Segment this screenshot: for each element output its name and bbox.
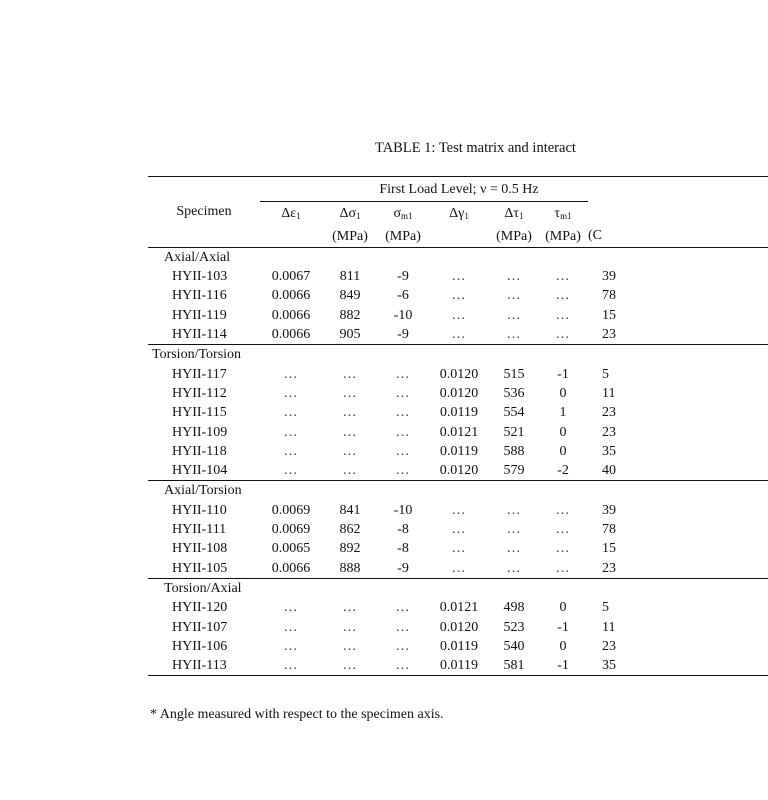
column-symbol: Δε (281, 206, 297, 222)
specimen-header: Specimen (148, 177, 260, 248)
table-cell: -9 (397, 269, 409, 285)
table-cell: … (342, 424, 358, 440)
column-unit: (MPa) (545, 228, 581, 244)
group-row (148, 247, 768, 267)
table-cell: 35 (588, 656, 768, 676)
table-cell: … (283, 443, 299, 459)
table-cell: 0.0067 (271, 269, 311, 285)
table-cell: … (506, 269, 522, 285)
table-cell: … (378, 461, 428, 481)
group-row (148, 578, 768, 598)
table-cell: … (506, 502, 522, 518)
table-cell: 0 (559, 600, 567, 616)
table-cell: 0.0066 (260, 559, 322, 579)
table-cell: 888 (322, 559, 378, 579)
table-cell: 0.0066 (260, 325, 322, 345)
table-cell: 15 (602, 541, 616, 557)
table-cell: 0 (559, 424, 567, 440)
column-header (260, 202, 322, 248)
column-subscript: m1 (560, 211, 572, 222)
table-cell: 0.0121 (439, 600, 479, 616)
table-cell: … (395, 424, 411, 440)
table-cell: … (451, 269, 467, 285)
column-header (538, 202, 588, 248)
column-symbol: Δσ (339, 206, 357, 222)
table-row (148, 559, 768, 579)
table-cell: 536 (503, 385, 525, 401)
table-cell: -1 (557, 619, 569, 635)
column-symbol: Δτ (504, 206, 520, 222)
table-cell: -8 (397, 541, 409, 557)
table-cell: … (283, 424, 299, 440)
group-title: Axial/Torsion (164, 483, 242, 499)
column-symbol: τ (554, 206, 561, 222)
table-row (148, 598, 768, 617)
table-row (148, 461, 768, 481)
table-cell: 40 (588, 461, 768, 481)
column-unit: (C (588, 228, 602, 244)
table-row (148, 306, 768, 325)
specimen-id: HYII-110 (172, 502, 227, 518)
table-cell: 15 (602, 307, 616, 323)
table-cell: … (506, 288, 522, 304)
table-cell: -9 (378, 559, 428, 579)
table-row (148, 365, 768, 384)
table-cell: 5 (602, 366, 609, 382)
table-cell: 581 (490, 656, 538, 676)
table-cell: -10 (393, 502, 413, 518)
specimen-id: HYII-105 (148, 559, 260, 579)
table-row (148, 501, 768, 520)
table-cell: … (451, 522, 467, 538)
table-cell: -8 (397, 522, 409, 538)
table-cell: … (555, 541, 571, 557)
table-cell: 554 (503, 405, 525, 421)
table-cell: … (342, 600, 358, 616)
specimen-id: HYII-112 (172, 385, 227, 401)
table-cell: 811 (339, 269, 361, 285)
table-cell: 23 (602, 638, 616, 654)
specimen-id: HYII-106 (172, 638, 228, 654)
table-cell: … (555, 288, 571, 304)
table-cell: … (342, 443, 358, 459)
table-cell: 78 (602, 522, 616, 538)
table-cell: … (342, 366, 358, 382)
test-matrix-table (148, 176, 768, 676)
table-header (148, 177, 768, 248)
table-cell: -1 (538, 656, 588, 676)
load-level-header: First Load Level; ν = 0.5 Hz (379, 182, 539, 197)
table-cell: … (555, 502, 571, 518)
table-cell: 588 (503, 443, 525, 459)
column-subscript: 1 (519, 211, 524, 222)
table-cell: … (378, 656, 428, 676)
specimen-id: HYII-118 (172, 443, 227, 459)
table-cell: … (395, 366, 411, 382)
table-cell: 0.0065 (271, 541, 311, 557)
table-row (148, 286, 768, 305)
table-cell: … (260, 461, 322, 481)
column-header (378, 202, 428, 248)
table-cell: 0.0069 (271, 522, 311, 538)
table-cell: 0.0066 (271, 307, 311, 323)
table-cell: … (322, 461, 378, 481)
table-row (148, 384, 768, 403)
group-row (148, 345, 768, 365)
specimen-id: HYII-103 (172, 269, 228, 285)
table-cell: … (283, 366, 299, 382)
table-cell: … (451, 288, 467, 304)
specimen-id: HYII-116 (172, 288, 227, 304)
table-cell: … (342, 405, 358, 421)
column-header (428, 202, 490, 248)
table-cell: … (555, 269, 571, 285)
table-cell: 579 (490, 461, 538, 481)
table-row (148, 656, 768, 676)
table-cell: … (506, 522, 522, 538)
table-row (148, 325, 768, 345)
table-cell: … (555, 522, 571, 538)
table-cell: 39 (602, 269, 616, 285)
table-cell: … (428, 325, 490, 345)
column-unit: (MPa) (496, 228, 532, 244)
column-header (588, 202, 768, 248)
column-subscript: 1 (356, 211, 361, 222)
table-cell: … (395, 385, 411, 401)
table-cell: … (490, 325, 538, 345)
column-symbol: σ (393, 206, 402, 222)
table-cell: 0.0121 (439, 424, 479, 440)
table-cell: 0 (559, 638, 567, 654)
group-title: Torsion/Axial (164, 580, 242, 596)
specimen-id: HYII-111 (172, 522, 227, 538)
table-row (148, 539, 768, 558)
specimen-id: HYII-120 (172, 600, 228, 616)
table-row (148, 520, 768, 539)
column-symbol: Δγ (449, 206, 465, 222)
table-cell: … (395, 443, 411, 459)
table-row (148, 637, 768, 656)
specimen-id: HYII-117 (172, 366, 227, 382)
table-cell: … (538, 325, 588, 345)
column-subscript: m1 (401, 211, 413, 222)
table-cell: 0.0120 (428, 461, 490, 481)
table-cell: … (283, 600, 299, 616)
table-cell: 0.0119 (440, 638, 478, 654)
table-cell: … (260, 656, 322, 676)
table-cell: 11 (602, 619, 616, 635)
table-cell: … (342, 385, 358, 401)
table-cell: 39 (602, 502, 616, 518)
table-cell: -6 (397, 288, 409, 304)
table-cell: 23 (602, 424, 616, 440)
table-cell: 0.0066 (271, 288, 311, 304)
table-cell: 0 (559, 385, 567, 401)
table-cell: … (283, 638, 299, 654)
table-cell: … (283, 405, 299, 421)
group-title: Axial/Axial (164, 249, 231, 265)
table-cell: … (555, 307, 571, 323)
specimen-id: HYII-113 (148, 656, 260, 676)
table-row (148, 267, 768, 286)
table-cell: 849 (339, 288, 361, 304)
table-cell: 1 (559, 405, 567, 421)
table-row (148, 403, 768, 422)
table-cell: … (451, 541, 467, 557)
table-cell: 0.0120 (439, 619, 479, 635)
table-cell: -1 (557, 366, 569, 382)
table-cell: … (506, 307, 522, 323)
specimen-id: HYII-115 (172, 405, 227, 421)
column-subscript: 1 (464, 211, 469, 222)
table-cell: 0.0119 (428, 656, 490, 676)
specimen-id: HYII-104 (148, 461, 260, 481)
table-row (148, 442, 768, 461)
table-cell: 841 (339, 502, 361, 518)
table-cell: 523 (503, 619, 525, 635)
table-cell: 0 (559, 443, 567, 459)
specimen-id: HYII-107 (172, 619, 228, 635)
group-row (148, 481, 768, 501)
column-header (322, 202, 378, 248)
table-cell: 23 (588, 559, 768, 579)
table-cell: … (395, 638, 411, 654)
table-cell: -10 (393, 307, 413, 323)
table-cell: 0.0120 (439, 385, 479, 401)
group-title: Torsion/Torsion (152, 347, 242, 363)
table-cell: 882 (339, 307, 361, 323)
table-cell: 892 (339, 541, 361, 557)
table-row (148, 423, 768, 442)
table-cell: 521 (503, 424, 525, 440)
table-cell: 540 (503, 638, 525, 654)
table-cell: 498 (503, 600, 525, 616)
table-cell: 0.0069 (271, 502, 311, 518)
table-cell: 35 (602, 443, 616, 459)
specimen-id: HYII-108 (172, 541, 228, 557)
column-unit: (MPa) (332, 228, 368, 244)
column-unit: (MPa) (385, 228, 421, 244)
table-cell: … (395, 600, 411, 616)
table-cell: … (428, 559, 490, 579)
table-cell: … (451, 502, 467, 518)
table-cell: 0.0120 (439, 366, 479, 382)
table-cell: … (538, 559, 588, 579)
table-cell: … (395, 619, 411, 635)
table-cell: … (283, 385, 299, 401)
table-cell: … (342, 638, 358, 654)
table-cell: -2 (538, 461, 588, 481)
specimen-id: HYII-109 (172, 424, 228, 440)
table-cell: -9 (378, 325, 428, 345)
specimen-id: HYII-114 (148, 325, 260, 345)
table-cell: … (506, 541, 522, 557)
table-cell: 0.0119 (440, 443, 478, 459)
table-cell: … (342, 619, 358, 635)
table-cell: 11 (602, 385, 616, 401)
table-cell: … (490, 559, 538, 579)
table-cell: 23 (588, 325, 768, 345)
column-subscript: 1 (296, 211, 301, 222)
table-cell: 5 (602, 600, 609, 616)
column-header (490, 202, 538, 248)
table-cell: 23 (602, 405, 616, 421)
table-cell: 905 (322, 325, 378, 345)
table-cell: … (395, 405, 411, 421)
table-row (148, 618, 768, 637)
table-body (148, 247, 768, 676)
footnote: * Angle measured with respect to the specimen axis. (150, 707, 444, 722)
table-cell: … (283, 619, 299, 635)
table-cell: … (451, 307, 467, 323)
table-caption: TABLE 1: Test matrix and interact (375, 140, 576, 156)
specimen-id: HYII-119 (172, 307, 227, 323)
table-cell: 78 (602, 288, 616, 304)
table-cell: 0.0119 (440, 405, 478, 421)
table-cell: 862 (339, 522, 361, 538)
table-cell: 515 (503, 366, 525, 382)
table-cell: … (322, 656, 378, 676)
